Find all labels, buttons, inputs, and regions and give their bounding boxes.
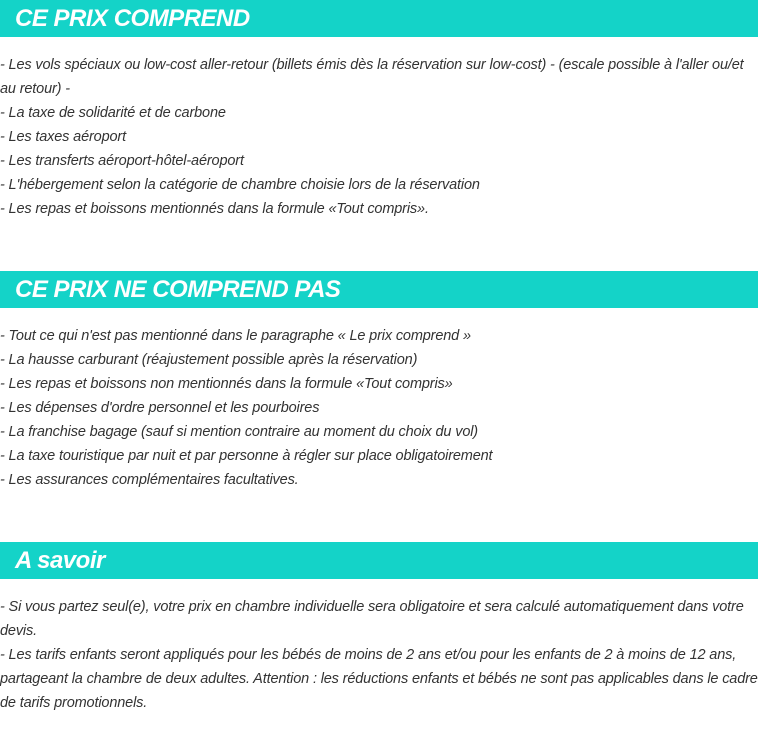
section-good-to-know [0,542,758,731]
list-item: - Les tarifs enfants seront appliqués pour les bébés de moins de 2 ans et/ou pour les enfants de 2 à moins de 12 ans, partageant la chambre de deux adultes. Attention : les réductions enfants et bébés ne sont pas applicables dans le cadre de tarifs promotionnels. [0,647,758,711]
list-item: - La taxe de solidarité et de carbone [0,105,226,121]
included-items-list [0,53,758,221]
section-price-includes [0,0,758,237]
excluded-items-list [0,324,758,492]
list-item: - Les taxes aéroport [0,129,126,145]
list-item: - Les repas et boissons non mentionnés dans la formule «Tout compris» [0,376,453,392]
list-item: - Les vols spéciaux ou low-cost aller-retour (billets émis dès la réservation sur low-cost) - (escale possible à l'aller ou/et au retour) - [0,57,744,97]
section-heading: CE PRIX COMPREND [0,0,758,37]
section-price-excludes [0,271,758,508]
list-item: - Si vous partez seul(e), votre prix en chambre individuelle sera obligatoire et sera calculé automatiquement dans votre devis. [0,599,744,639]
list-item: - La franchise bagage (sauf si mention contraire au moment du choix du vol) [0,424,478,440]
list-item: - L'hébergement selon la catégorie de chambre choisie lors de la réservation [0,177,480,193]
list-item: - Les assurances complémentaires facultatives. [0,472,299,488]
info-items-list [0,595,758,715]
list-item: - Les dépenses d'ordre personnel et les pourboires [0,400,320,416]
list-item: - La taxe touristique par nuit et par personne à régler sur place obligatoirement [0,448,493,464]
list-item: - Les transferts aéroport-hôtel-aéroport [0,153,244,169]
list-item: - Les repas et boissons mentionnés dans la formule «Tout compris». [0,201,429,217]
list-item: - Tout ce qui n'est pas mentionné dans le paragraphe « Le prix comprend » [0,328,471,344]
section-heading: A savoir [0,542,758,579]
section-heading: CE PRIX NE COMPREND PAS [0,271,758,308]
list-item: - La hausse carburant (réajustement possible après la réservation) [0,352,418,368]
